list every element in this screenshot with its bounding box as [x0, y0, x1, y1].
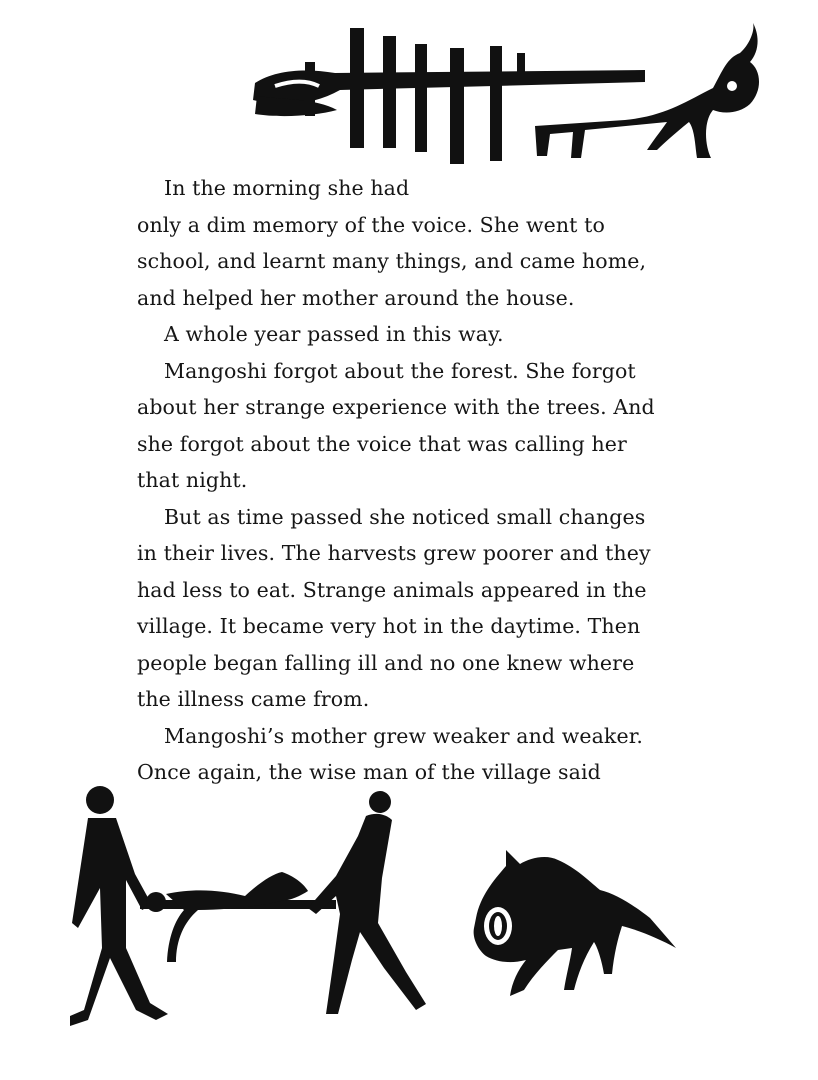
- text-line: that night.: [137, 468, 248, 492]
- text-line: A whole year passed in this way.: [164, 322, 504, 346]
- text-line: school, and learnt many things, and came home,: [137, 249, 647, 273]
- text-line: Mangoshi’s mother grew weaker and weaker.: [164, 723, 643, 748]
- text-line: the illness came from.: [137, 687, 370, 711]
- text-line: village. It became very hot in the daytime. Then: [137, 614, 641, 638]
- story-text: [137, 170, 657, 791]
- text-line: In the morning she had: [164, 176, 410, 200]
- text-line: had less to eat. Strange animals appeared in the: [137, 577, 647, 602]
- text-line: Once again, the wise man of the village said: [137, 760, 601, 784]
- text-line: in their lives. The harvests grew poorer and they: [137, 541, 651, 565]
- text-line: she forgot about the voice that was calling her: [137, 431, 627, 456]
- text-line: Mangoshi forgot about the forest. She forgot: [164, 358, 636, 383]
- text-line: people began falling ill and no one knew where: [137, 650, 635, 675]
- text-line: about her strange experience with the trees. And: [137, 395, 655, 419]
- fish-and-animal-illustration: [245, 18, 765, 183]
- text-line: only a dim memory of the voice. She went to: [137, 212, 605, 237]
- text-line: But as time passed she noticed small changes: [164, 504, 646, 529]
- stretcher-and-creature-illustration: [60, 778, 690, 1048]
- text-line: and helped her mother around the house.: [137, 285, 575, 310]
